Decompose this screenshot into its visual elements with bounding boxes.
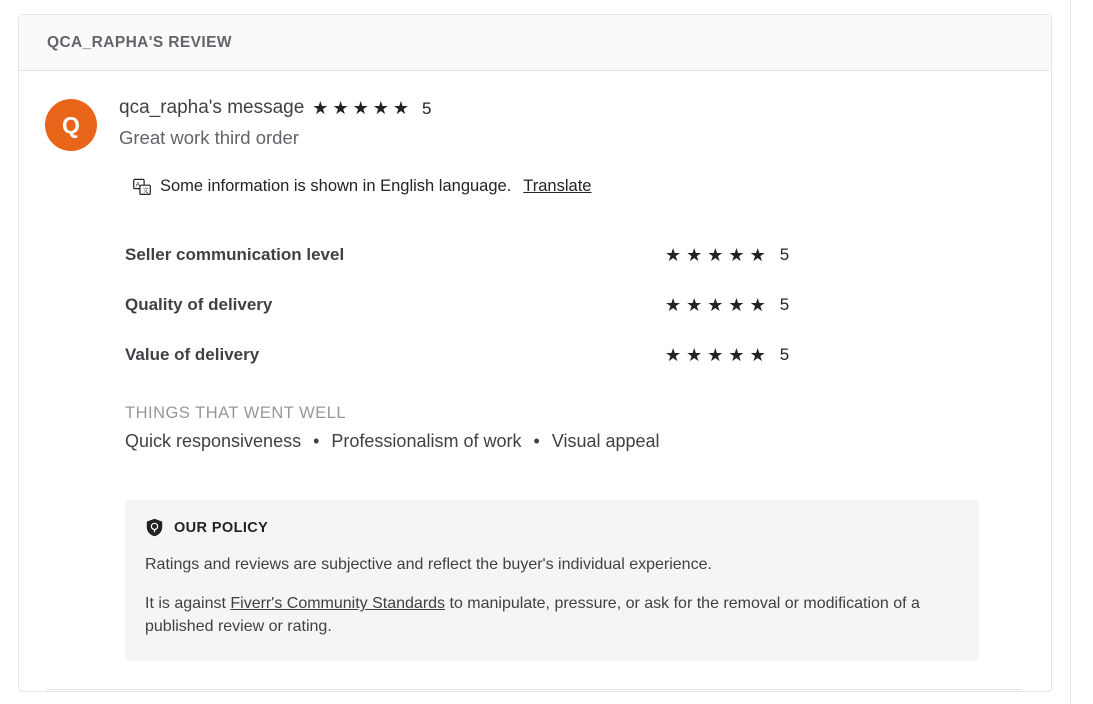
star-icon: ★: [707, 244, 729, 265]
metric-label: Value of delivery: [125, 345, 260, 364]
community-standards-link[interactable]: Fiverr's Community Standards: [230, 595, 446, 613]
went-well-tag: Visual appeal: [551, 431, 660, 451]
reviewer-name: qca_rapha's message: [119, 97, 305, 118]
star-icon: ★: [665, 294, 687, 315]
metric-stars: [665, 295, 789, 316]
metric-stars: [665, 245, 789, 266]
rating-breakdown: [125, 230, 1023, 380]
page-right-gutter: [1070, 0, 1093, 704]
policy-paragraph-2: [145, 592, 959, 638]
avatar: [45, 99, 97, 151]
table-row: [125, 330, 1023, 380]
tag-separator: •: [533, 431, 540, 451]
metric-stars: [665, 345, 789, 366]
shield-check-icon: [145, 518, 164, 537]
metric-value: 5: [779, 345, 790, 364]
tag-separator: •: [313, 431, 320, 451]
overall-rating-value: 5: [422, 98, 432, 118]
star-icon: ★: [332, 98, 353, 118]
reviewer-header-line: [119, 97, 431, 119]
metric-label: Seller communication level: [125, 245, 345, 264]
star-icon: ★: [686, 294, 708, 315]
star-icon: ★: [372, 98, 393, 118]
policy-panel: [125, 500, 979, 661]
policy-text-prefix: It is against: [145, 595, 231, 613]
review-card-header: [19, 15, 1051, 71]
star-icon: ★: [728, 344, 750, 365]
star-icon: ★: [392, 98, 413, 118]
policy-paragraph-1: Ratings and reviews are subjective and reflect the buyer's individual experience.: [145, 556, 712, 573]
policy-header: [145, 518, 959, 537]
metric-value: 5: [779, 295, 790, 314]
star-icon: ★: [728, 244, 750, 265]
star-icon: ★: [749, 344, 771, 365]
translate-row: [133, 177, 1023, 196]
star-icon: ★: [707, 344, 729, 365]
star-icon: ★: [686, 244, 708, 265]
overall-rating-stars: [312, 99, 431, 117]
star-icon: ★: [352, 98, 373, 118]
star-icon: ★: [665, 244, 687, 265]
translate-icon: [133, 178, 151, 196]
things-that-went-well: [125, 404, 1023, 452]
reviewer-info: [119, 97, 431, 149]
star-icon: ★: [707, 294, 729, 315]
star-icon: ★: [749, 294, 771, 315]
section-divider: [46, 689, 1021, 690]
translate-note: Some information is shown in English language.: [160, 177, 512, 195]
star-icon: ★: [728, 294, 750, 315]
went-well-tag: Professionalism of work: [331, 431, 522, 451]
table-row: [125, 280, 1023, 330]
star-icon: ★: [686, 344, 708, 365]
translate-link[interactable]: Translate: [523, 177, 592, 195]
went-well-tags: [125, 431, 1023, 452]
went-well-title: THINGS THAT WENT WELL: [125, 404, 347, 422]
review-card-title: QCA_RAPHA'S REVIEW: [47, 33, 232, 51]
svg-text:A: A: [135, 181, 141, 189]
review-text: Great work third order: [119, 127, 299, 148]
avatar-initial: Q: [62, 111, 80, 138]
svg-text:文: 文: [142, 187, 149, 195]
reviewer-row: [45, 97, 1023, 151]
star-icon: ★: [749, 244, 771, 265]
star-icon: ★: [665, 344, 687, 365]
policy-text-suffix: to manipulate, pressure, or ask for the removal or modification of a published review or rating.: [145, 595, 920, 636]
metric-value: 5: [779, 245, 790, 264]
review-card: [18, 14, 1052, 692]
review-card-body: [19, 71, 1051, 691]
policy-title: OUR POLICY: [174, 519, 269, 536]
star-icon: ★: [312, 98, 333, 118]
metric-label: Quality of delivery: [125, 295, 273, 314]
table-row: [125, 230, 1023, 280]
went-well-tag: Quick responsiveness: [125, 431, 302, 451]
